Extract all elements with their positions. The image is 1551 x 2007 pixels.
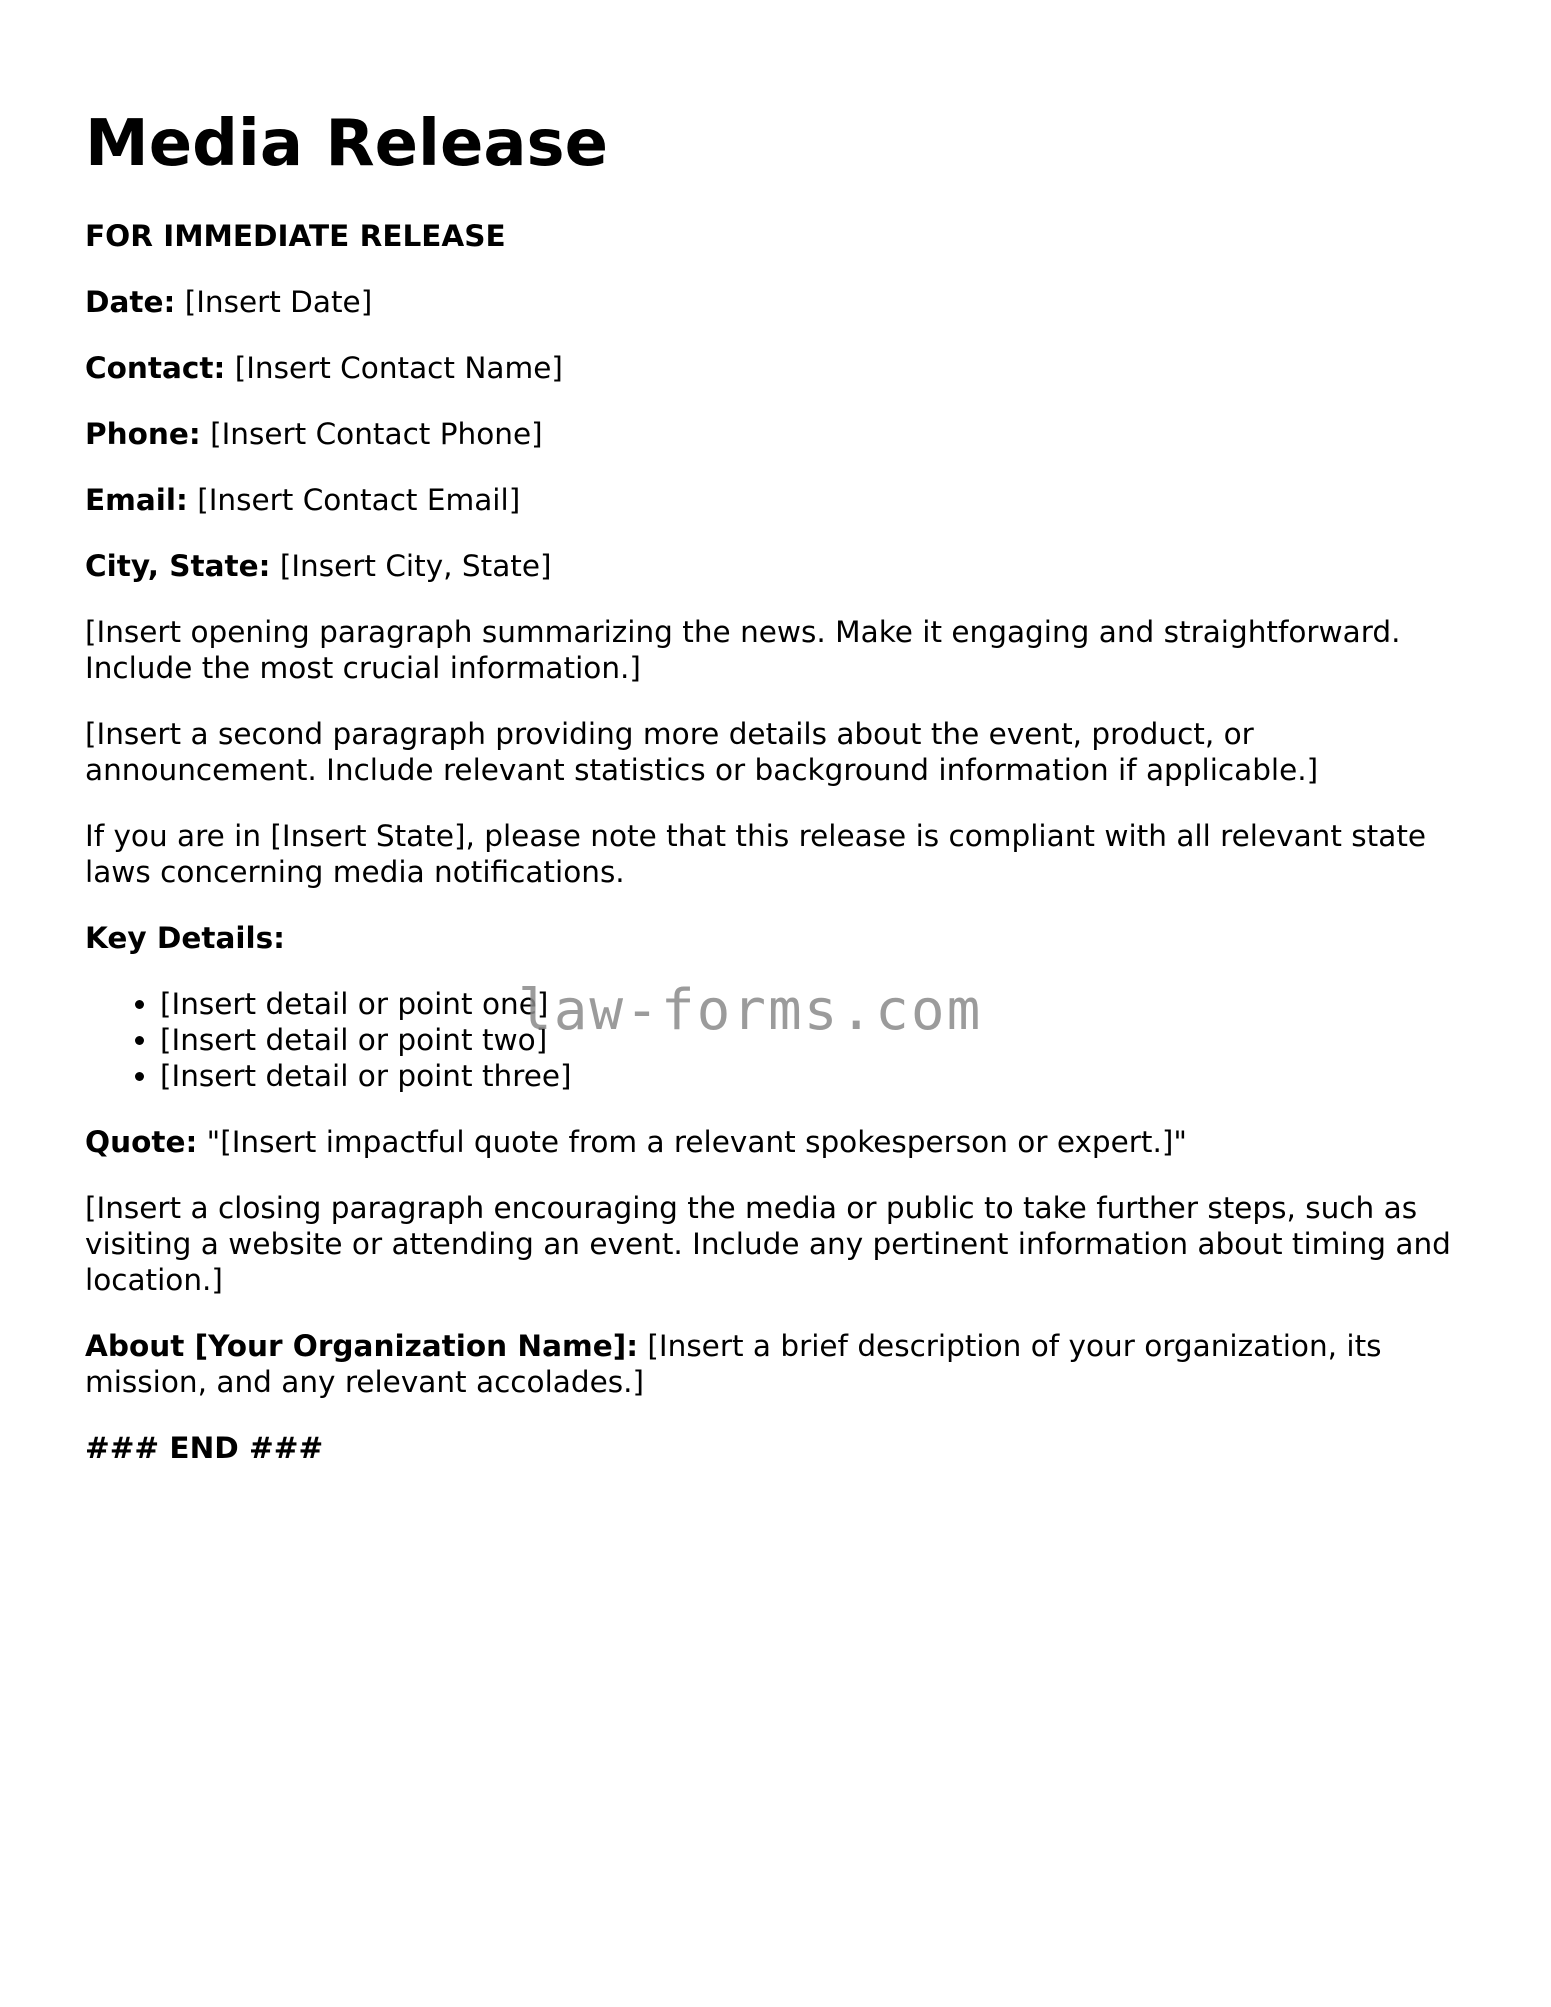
list-item: • [Insert detail or point one] xyxy=(160,986,1465,1022)
watermark: law-forms.com xyxy=(518,978,983,1043)
compliance-paragraph: If you are in [Insert State], please note that this release is compliant with all relevant state laws concerning media notifications. xyxy=(85,819,1427,889)
quote-label: Quote: xyxy=(85,1125,198,1159)
field-email-value: [Insert Contact Email] xyxy=(187,483,521,517)
key-details-heading: Key Details: xyxy=(85,921,285,955)
field-date-label: Date: xyxy=(85,285,176,319)
list-item: • [Insert detail or point two] xyxy=(160,1022,1465,1058)
about-paragraph xyxy=(85,1328,1465,1400)
field-date xyxy=(85,284,1465,320)
quote-text: "[Insert impactful quote from a relevant spokesperson or expert.]" xyxy=(197,1125,1187,1159)
release-label: FOR IMMEDIATE RELEASE xyxy=(85,219,506,253)
field-contact xyxy=(85,350,1465,386)
about-label: About [Your Organization Name]: xyxy=(85,1329,639,1363)
details-paragraph: [Insert a second paragraph providing more details about the event, product, or announcement. Include relevant statistics or background information if applicable.] xyxy=(85,717,1319,787)
field-phone-label: Phone: xyxy=(85,417,201,451)
about-text: [Insert a brief description of your organization, its mission, and any relevant accolades.] xyxy=(85,1329,1382,1399)
closing-paragraph: [Insert a closing paragraph encouraging the media or public to take further steps, such as visiting a website or attending an event. Include any pertinent information about timing and location.] xyxy=(85,1191,1451,1297)
opening-paragraph: [Insert opening paragraph summarizing the news. Make it engaging and straightforward. Include the most crucial information.] xyxy=(85,615,1401,685)
field-contact-value: [Insert Contact Name] xyxy=(225,351,563,385)
field-city-state-value: [Insert City, State] xyxy=(270,549,552,583)
list-item: • [Insert detail or point three] xyxy=(160,1058,1465,1094)
field-date-value: [Insert Date] xyxy=(175,285,373,319)
field-city-state-label: City, State: xyxy=(85,549,271,583)
field-email-label: Email: xyxy=(85,483,188,517)
field-phone xyxy=(85,416,1465,452)
document-body xyxy=(85,218,1465,1496)
field-city-state xyxy=(85,548,1465,584)
field-email xyxy=(85,482,1465,518)
end-marker: ### END ### xyxy=(85,1431,324,1465)
key-details-list xyxy=(85,986,1465,1094)
field-contact-label: Contact: xyxy=(85,351,226,385)
document-title: Media Release xyxy=(85,107,609,181)
quote-paragraph xyxy=(85,1124,1465,1160)
field-phone-value: [Insert Contact Phone] xyxy=(200,417,543,451)
